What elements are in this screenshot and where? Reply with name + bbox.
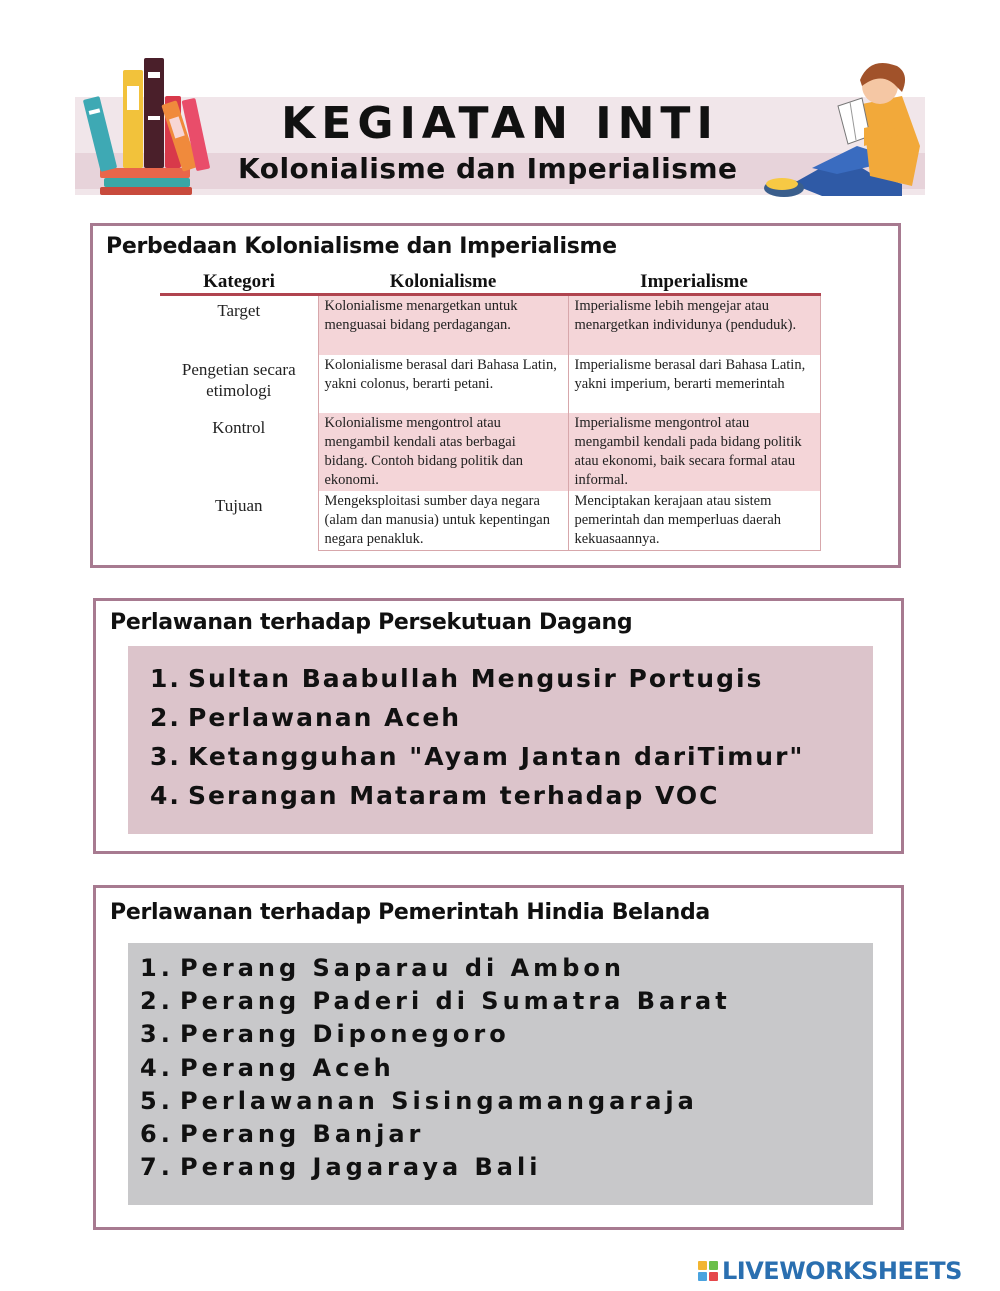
row-kolonialisme: Kolonialisme mengontrol atau mengambil kendali atas berbagai bidang. Contoh bidang politik dan ekonomi. xyxy=(318,413,568,491)
list-item: 2. Perlawanan Aceh xyxy=(150,703,462,732)
list-item: 1. Sultan Baabullah Mengusir Portugis xyxy=(150,664,764,693)
col-header-kolonialisme: Kolonialisme xyxy=(318,272,568,295)
row-kolonialisme: Mengeksploitasi sumber daya negara (alam dan manusia) untuk kepentingan negara penakluk. xyxy=(318,491,568,551)
persekutuan-title: Perlawanan terhadap Persekutuan Dagang xyxy=(110,610,633,635)
row-category: Pengetian secara etimologi xyxy=(181,359,296,400)
list-item: 2. Perang Paderi di Sumatra Barat xyxy=(140,987,731,1016)
table-row xyxy=(160,491,820,551)
table-row xyxy=(160,413,820,491)
col-header-kategori: Kategori xyxy=(160,272,318,295)
hindia-title: Perlawanan terhadap Pemerintah Hindia Belanda xyxy=(110,900,710,925)
comparison-table xyxy=(160,272,821,551)
comparison-title: Perbedaan Kolonialisme dan Imperialisme xyxy=(106,234,617,259)
persekutuan-list xyxy=(128,646,873,815)
logo-blocks-icon xyxy=(698,1261,718,1281)
row-category: Target xyxy=(217,301,261,320)
row-imperialisme: Imperialisme berasal dari Bahasa Latin, yakni imperium, berarti memerintah xyxy=(568,355,820,413)
row-imperialisme: Imperialisme mengontrol atau mengambil kendali pada bidang politik atau ekonomi, baik secara formal atau informal. xyxy=(568,413,820,491)
logo-text: LIVEWORKSHEETS xyxy=(722,1257,962,1285)
table-header-row xyxy=(160,272,820,295)
list-item: 1. Perang Saparau di Ambon xyxy=(140,954,625,982)
liveworksheets-logo[interactable] xyxy=(698,1257,962,1285)
table-row xyxy=(160,295,820,355)
hindia-panel xyxy=(128,943,873,1205)
row-imperialisme: Imperialisme lebih mengejar atau menargetkan individunya (penduduk). xyxy=(568,295,820,355)
col-header-imperialisme: Imperialisme xyxy=(568,272,820,295)
persekutuan-panel xyxy=(128,646,873,834)
list-item: 6. Perang Banjar xyxy=(140,1120,425,1149)
list-item: 5. Perlawanan Sisingamangaraja xyxy=(140,1086,698,1115)
list-item: 3. Perang Diponegoro xyxy=(140,1020,510,1049)
page-subtitle: Kolonialisme dan Imperialisme xyxy=(238,152,738,185)
page-title: KEGIATAN INTI xyxy=(281,98,719,149)
row-kolonialisme: Kolonialisme berasal dari Bahasa Latin, yakni colonus, berarti petani. xyxy=(318,355,568,413)
list-item: 7. Perang Jagaraya Bali xyxy=(140,1153,542,1182)
hindia-list xyxy=(128,943,873,1184)
list-item: 4. Perang Aceh xyxy=(140,1053,395,1082)
row-imperialisme: Menciptakan kerajaan atau sistem pemerintah dan memperluas daerah kekuasaannya. xyxy=(568,491,820,551)
row-kolonialisme: Kolonialisme menargetkan untuk menguasai bidang perdagangan. xyxy=(318,295,568,355)
table-row xyxy=(160,355,820,413)
row-category: Tujuan xyxy=(214,495,263,515)
list-item: 3. Ketangguhan "Ayam Jantan dariTimur" xyxy=(150,742,805,771)
list-item: 4. Serangan Mataram terhadap VOC xyxy=(150,781,720,810)
row-category: Kontrol xyxy=(212,417,266,437)
